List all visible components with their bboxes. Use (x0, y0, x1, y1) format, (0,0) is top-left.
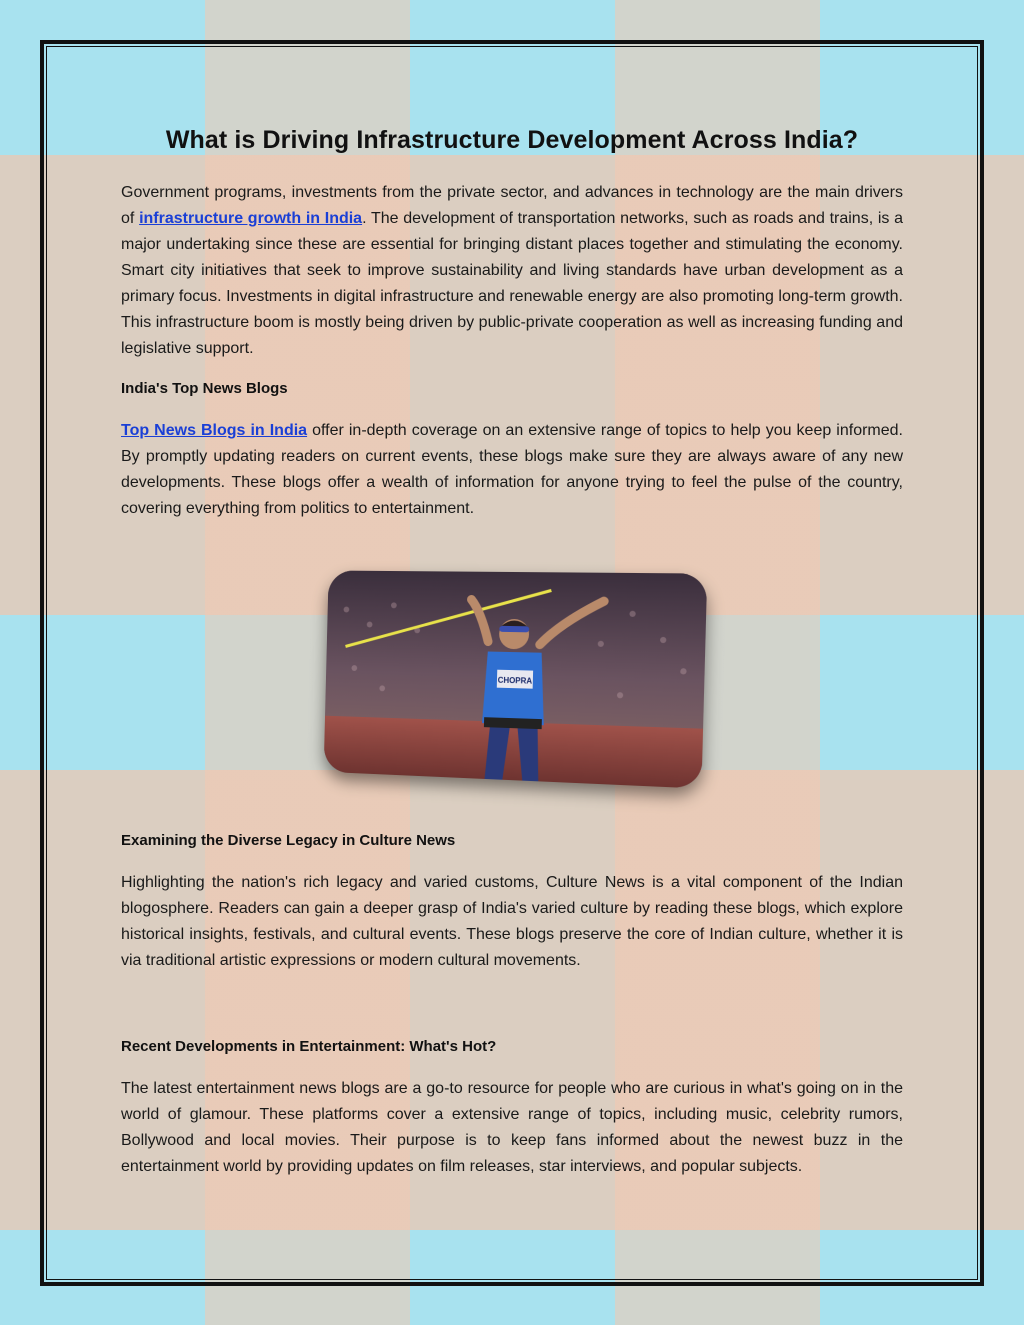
photo-container (121, 558, 903, 808)
document-body (121, 120, 903, 1180)
entertainment-paragraph: The latest entertainment news blogs are a go-to resource for people who are curious in what's going on in the world of glamour. These platforms cover a extensive range of topics, including music, celebrity rumors, Bollywood and local movies. Their purpose is to keep fans informed about the newest buzz in the entertainment world by providing updates on film releases, star interviews, and popular subjects. (121, 1080, 903, 1175)
athlete-bib-text: CHOPRA (497, 675, 533, 686)
news-blogs-paragraph (121, 418, 903, 522)
intro-text-start: Government programs, investments from the private sector, and advances in technology are the main drivers of (121, 184, 903, 227)
javelin-athlete-photo (324, 571, 708, 789)
infrastructure-growth-link[interactable]: infrastructure growth in India (139, 210, 363, 227)
top-news-blogs-link[interactable]: Top News Blogs in India (121, 422, 308, 439)
culture-paragraph: Highlighting the nation's rich legacy and varied customs, Culture News is a vital component of the Indian blogosphere. Readers can gain a deeper grasp of India's varied culture by reading these blogs, which explore historical insights, festivals, and cultural events. These blogs preserve the core of Indian culture, whether it is via traditional artistic expressions or modern cultural movements. (121, 874, 903, 969)
news-blogs-heading: India's Top News Blogs (121, 380, 288, 397)
news-blogs-text: offer in-depth coverage on an extensive range of topics to help you keep informed. By promptly updating readers on current events, these blogs make sure they are always aware of any new developments. These blogs offer a wealth of information for anyone trying to feel the pulse of the country, covering everything from politics to entertainment. (121, 422, 903, 517)
athlete-illustration (324, 571, 708, 789)
intro-paragraph (121, 180, 903, 362)
entertainment-heading: Recent Developments in Entertainment: What's Hot? (121, 1038, 497, 1055)
page-title: What is Driving Infrastructure Development Across India? (165, 126, 859, 154)
culture-heading: Examining the Diverse Legacy in Culture News (121, 832, 456, 849)
intro-text-end: . The development of transportation networks, such as roads and trains, is a major undertaking since these are essential for bringing distant places together and stimulating the economy. Smart city initiatives that seek to improve sustainability and living standards have urban development as a primary focus. Investments in digital infrastructure and renewable energy are also promoting long-term growth. This infrastructure boom is mostly being driven by public-private cooperation as well as increasing funding and legislative support. (121, 210, 904, 357)
